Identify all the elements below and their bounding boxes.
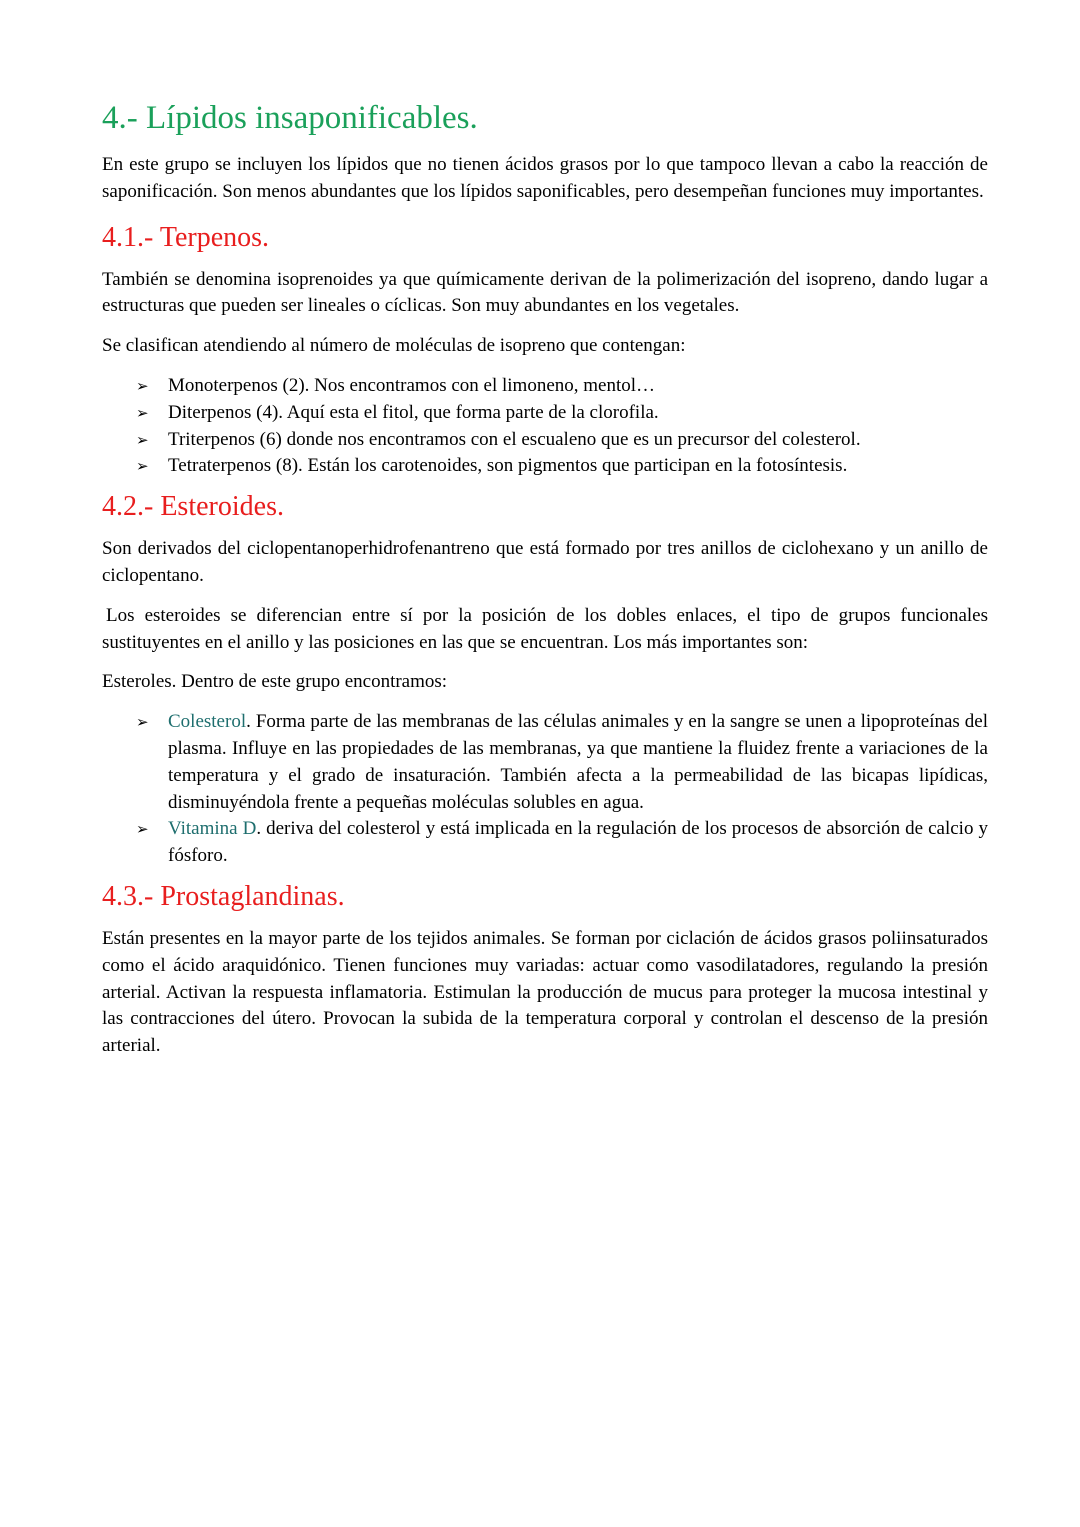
term-vitamina-d: Vitamina D <box>168 818 257 840</box>
terpenos-paragraph-1: También se denomina isoprenoides ya que químicamente derivan de la polimerización del isopreno, dando lugar a estructuras que pueden ser lineales o cíclicas. Son muy abundantes en los vegetales. <box>102 268 988 317</box>
arrowhead-bullet-icon: ➢ <box>136 713 149 732</box>
terpenos-paragraph-2: Se clasifican atendiendo al número de moléculas de isopreno que contengan: <box>102 335 686 357</box>
section-4-intro: En este grupo se incluyen los lípidos que no tienen ácidos grasos por lo que tampoco llevan a cabo la reacción de saponificación. Son menos abundantes que los lípidos saponificables, pero desempeñan funciones muy importantes. <box>102 154 988 202</box>
list-item <box>136 709 988 816</box>
esteroides-paragraph-1: Son derivados del ciclopentanoperhidrofenantreno que está formado por tres anillos de ciclohexano y un anillo de ciclopentano. <box>102 538 988 586</box>
section-4-2-title: 4.2.- Esteroides. <box>102 491 284 523</box>
document-page <box>102 96 988 1073</box>
esteroides-paragraph-2: Los esteroides se diferencian entre sí por la posición de los dobles enlaces, el tipo de grupos funcionales sustituyentes en el anillo y las posiciones en las que se encuentran. Los más importantes son: <box>102 604 988 653</box>
list-item <box>136 373 988 400</box>
section-4-3-title: 4.3.- Prostaglandinas. <box>102 880 345 912</box>
list-item-text: Tetraterpenos (8). Están los carotenoides, son pigmentos que participan en la fotosíntesis. <box>168 455 848 477</box>
esteroides-paragraph-3: Esteroles. Dentro de este grupo encontramos: <box>102 671 448 693</box>
arrowhead-bullet-icon: ➢ <box>136 430 149 449</box>
list-item <box>136 400 988 427</box>
list-item <box>136 453 988 480</box>
section-4-title: 4.- Lípidos insaponificables. <box>102 100 478 136</box>
term-colesterol: Colesterol <box>168 711 247 733</box>
list-item <box>136 427 988 454</box>
list-item <box>136 816 988 870</box>
arrowhead-bullet-icon: ➢ <box>136 376 149 395</box>
arrowhead-bullet-icon: ➢ <box>136 403 149 422</box>
list-item-text: Diterpenos (4). Aquí esta el fitol, que forma parte de la clorofila. <box>168 401 659 423</box>
section-4-1-title: 4.1.- Terpenos. <box>102 221 270 253</box>
terpenos-list <box>102 373 988 480</box>
list-item-text: Triterpenos (6) donde nos encontramos con el escualeno que es un precursor del colesterol. <box>168 428 861 450</box>
list-item-text: Monoterpenos (2). Nos encontramos con el limoneno, mentol… <box>168 374 656 396</box>
esteroles-list <box>102 709 988 870</box>
list-item-text: . Forma parte de las membranas de las células animales y en la sangre se unen a lipoproteínas del plasma. Influye en las propiedades de las membranas, ya que mantiene la fluidez frente a variaciones de la temperatura y el grado de insaturación. También afecta a la permeabilidad de las bicapas lipídicas, disminuyéndola frente a pequeñas moléculas solubles en agua. <box>168 711 988 813</box>
prostaglandinas-paragraph: Están presentes en la mayor parte de los tejidos animales. Se forman por ciclación de ácidos grasos poliinsaturados como el ácido araquidónico. Tienen funciones muy variadas: actuar como vasodilatadores, regulando la presión arterial. Activan la respuesta inflamatoria. Estimulan la producción de mucus para proteger la mucosa intestinal y las contracciones del útero. Provocan la subida de la temperatura corporal y controlan el descenso de la presión arterial. <box>102 927 988 1057</box>
list-item-text: . deriva del colesterol y está implicada en la regulación de los procesos de absorción de calcio y fósforo. <box>168 818 988 867</box>
arrowhead-bullet-icon: ➢ <box>136 457 149 476</box>
arrowhead-bullet-icon: ➢ <box>136 820 149 839</box>
